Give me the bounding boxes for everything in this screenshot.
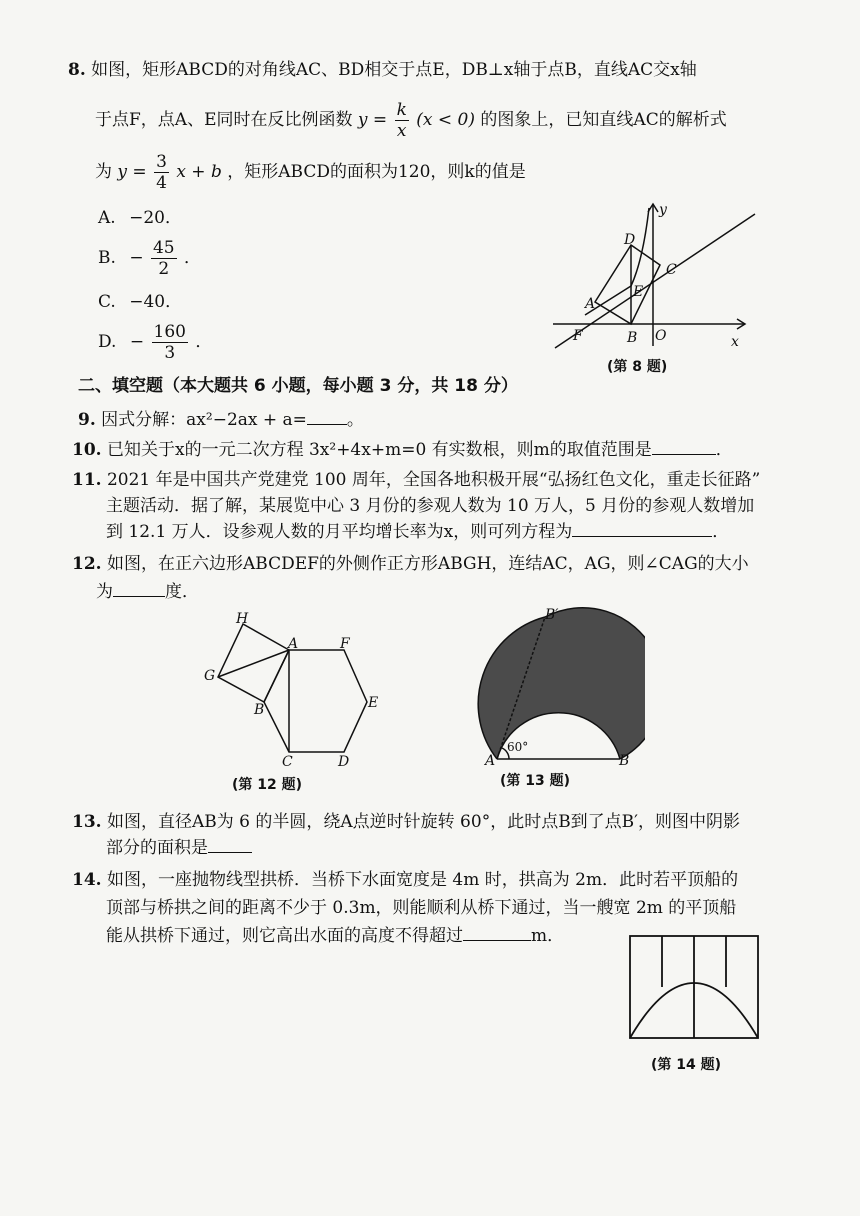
q11-number: 11. bbox=[72, 470, 102, 490]
q12-answer-blank[interactable] bbox=[113, 580, 165, 597]
q8-line-rhs: x + b bbox=[176, 162, 222, 182]
q14-line1 bbox=[72, 868, 738, 892]
section2-title: 二、填空题（本大题共 6 小题，每小题 3 分，共 18 分） bbox=[78, 376, 518, 396]
q12-line2 bbox=[96, 580, 199, 604]
q8-rectangle bbox=[595, 245, 660, 324]
q11-line1 bbox=[72, 468, 760, 492]
q8-label-f: F bbox=[573, 328, 583, 344]
q12-label-b: B bbox=[254, 702, 265, 718]
q8-option-a bbox=[98, 206, 182, 230]
q8-option-d-num: 160 bbox=[153, 322, 186, 342]
q12-label-f: F bbox=[340, 636, 350, 652]
q13-angle-label: 60° bbox=[507, 740, 529, 754]
q8-option-d bbox=[98, 320, 212, 364]
q8-label-e: E bbox=[633, 284, 644, 300]
q13-figure bbox=[445, 605, 645, 770]
q11-text-line1: 2021 年是中国共产党建党 100 周年，全国各地积极开展“弘扬红色文化，重走长征路” bbox=[106, 470, 761, 490]
q8-func-num: k bbox=[396, 100, 407, 120]
q8-option-c-value: −40． bbox=[129, 292, 183, 312]
q8-func-lhs: y = bbox=[357, 110, 388, 130]
q13-line2 bbox=[106, 836, 252, 860]
q13-caption: (第 13 题) bbox=[500, 773, 571, 789]
q12-caption: (第 12 题) bbox=[232, 777, 303, 793]
q14-answer-blank[interactable] bbox=[463, 924, 531, 941]
q14-number: 14. bbox=[72, 870, 102, 890]
q14-text-line3: 能从拱桥下通过，则它高出水面的高度不得超过 bbox=[106, 926, 463, 946]
q12-hexagon bbox=[264, 650, 367, 752]
q8-option-b-label: B. bbox=[98, 248, 116, 268]
q10-end: ． bbox=[715, 440, 733, 460]
q14-figure bbox=[625, 932, 765, 1044]
q13-line1 bbox=[72, 810, 740, 834]
q8-option-d-end: ． bbox=[195, 332, 213, 352]
q14-caption: (第 14 题) bbox=[651, 1057, 722, 1073]
q8-label-x: x bbox=[731, 334, 739, 350]
q11-answer-blank[interactable] bbox=[572, 520, 712, 537]
q8-func-den: x bbox=[396, 121, 407, 141]
q8-option-b-den: 2 bbox=[158, 259, 170, 279]
q8-option-b bbox=[98, 236, 201, 280]
q8-option-d-den: 3 bbox=[164, 343, 176, 363]
q8-line-fraction bbox=[154, 152, 169, 193]
q13-answer-blank[interactable] bbox=[208, 836, 252, 853]
q8-text-line2-pre: 于点F，点A、E同时在反比例函数 bbox=[95, 110, 353, 130]
q11-line2: 主题活动．据了解，某展览中心 3 月份的参观人数为 10 万人，5 月份的参观人数增加 bbox=[106, 496, 755, 516]
q12-label-d: D bbox=[338, 754, 350, 770]
q10-text: 已知关于x的一元二次方程 3x²+4x+m=0 有实数根，则m的取值范围是 bbox=[106, 440, 652, 460]
q8-number: 8. bbox=[68, 60, 86, 80]
q11-text-line3: 到 12.1 万人．设参观人数的月平均增长率为x，则可列方程为 bbox=[106, 522, 573, 542]
q8-option-b-num: 45 bbox=[152, 238, 175, 258]
q8-line2 bbox=[95, 100, 727, 141]
q8-option-b-end: ． bbox=[184, 248, 202, 268]
q12-label-a: A bbox=[288, 636, 299, 652]
q8-line1 bbox=[68, 58, 697, 82]
q12-label-g: G bbox=[204, 668, 216, 684]
q14-text-line1: 如图，一座抛物线型拱桥．当桥下水面宽度是 4m 时，拱高为 2m．此时若平顶船的 bbox=[106, 870, 739, 890]
q14-line2: 顶部与桥拱之间的距离不少于 0.3m，则能顺利从桥下通过，当一艘宽 2m 的平顶船 bbox=[106, 898, 737, 918]
q9-answer-blank[interactable] bbox=[307, 408, 347, 425]
q12-text-line1: 如图，在正六边形ABCDEF的外侧作正方形ABGH，连结AC，AG，则∠CAG的大小 bbox=[106, 554, 749, 574]
q8-option-b-sign: − bbox=[129, 248, 144, 268]
q13-label-b: B bbox=[619, 753, 630, 769]
q13-label-bp: B′ bbox=[545, 607, 559, 623]
q8-label-y: y bbox=[659, 202, 667, 218]
q8-line3 bbox=[95, 152, 526, 193]
q8-caption: (第 8 题) bbox=[607, 359, 668, 375]
q8-text-line2-post: 的图象上，已知直线AC的解析式 bbox=[480, 110, 727, 130]
q9-end: 。 bbox=[346, 410, 364, 430]
q8-label-b: B bbox=[627, 330, 638, 346]
q8-option-b-fraction bbox=[151, 238, 177, 279]
q8-option-d-sign: − bbox=[129, 332, 145, 352]
q12-number: 12. bbox=[72, 554, 102, 574]
q12-line1 bbox=[72, 552, 749, 576]
q8-line-den: 4 bbox=[156, 173, 167, 193]
q8-text-line3-post: ，矩形ABCD的面积为120，则k的值是 bbox=[227, 162, 526, 182]
q8-func-domain: (x < 0) bbox=[416, 110, 476, 130]
q14-line3 bbox=[106, 924, 564, 948]
q13-label-a: A bbox=[485, 753, 496, 769]
q13-number: 13. bbox=[72, 812, 102, 832]
q8-option-a-label: A. bbox=[98, 208, 116, 228]
q10-answer-blank[interactable] bbox=[652, 438, 716, 455]
q8-option-a-value: −20． bbox=[129, 208, 182, 228]
q14-end: m． bbox=[531, 926, 565, 946]
q12-figure bbox=[200, 610, 390, 770]
q8-option-d-fraction bbox=[152, 322, 188, 363]
q10 bbox=[72, 438, 733, 462]
q10-number: 10. bbox=[72, 440, 102, 460]
q9-text: 因式分解：ax²−2ax + a= bbox=[101, 410, 307, 430]
q8-option-d-label: D. bbox=[98, 332, 117, 352]
q8-line-lhs: y = bbox=[117, 162, 147, 182]
q8-func-fraction bbox=[395, 100, 409, 141]
q8-text-line3-pre: 为 bbox=[95, 162, 112, 182]
q9 bbox=[78, 408, 364, 432]
q8-label-o: O bbox=[655, 328, 667, 344]
q13-text-line1: 如图，直径AB为 6 的半圆，绕A点逆时针旋转 60°，此时点B到了点B′，则图中阴影 bbox=[106, 812, 741, 832]
q8-text-line1: 如图，矩形ABCD的对角线AC、BD相交于点E，DB⊥x轴于点B，直线AC交x轴 bbox=[91, 60, 697, 80]
q8-label-a: A bbox=[585, 296, 596, 312]
q13-text-line2: 部分的面积是 bbox=[106, 838, 208, 858]
q8-figure bbox=[545, 200, 765, 350]
q12-label-e: E bbox=[368, 695, 379, 711]
q12-label-h: H bbox=[236, 611, 249, 627]
q11-end: ． bbox=[712, 522, 730, 542]
q8-label-d: D bbox=[624, 232, 636, 248]
q8-label-c: C bbox=[666, 262, 677, 278]
q8-line-num: 3 bbox=[156, 152, 167, 172]
q8-option-c bbox=[98, 290, 182, 314]
q12-label-c: C bbox=[282, 754, 293, 770]
q12-text-line2-pre: 为 bbox=[96, 582, 113, 602]
q12-text-line2-post: 度． bbox=[165, 582, 199, 602]
q9-number: 9. bbox=[78, 410, 96, 430]
q11-line3 bbox=[106, 520, 729, 544]
q8-option-c-label: C. bbox=[98, 292, 116, 312]
q13-shaded-region bbox=[478, 608, 645, 759]
